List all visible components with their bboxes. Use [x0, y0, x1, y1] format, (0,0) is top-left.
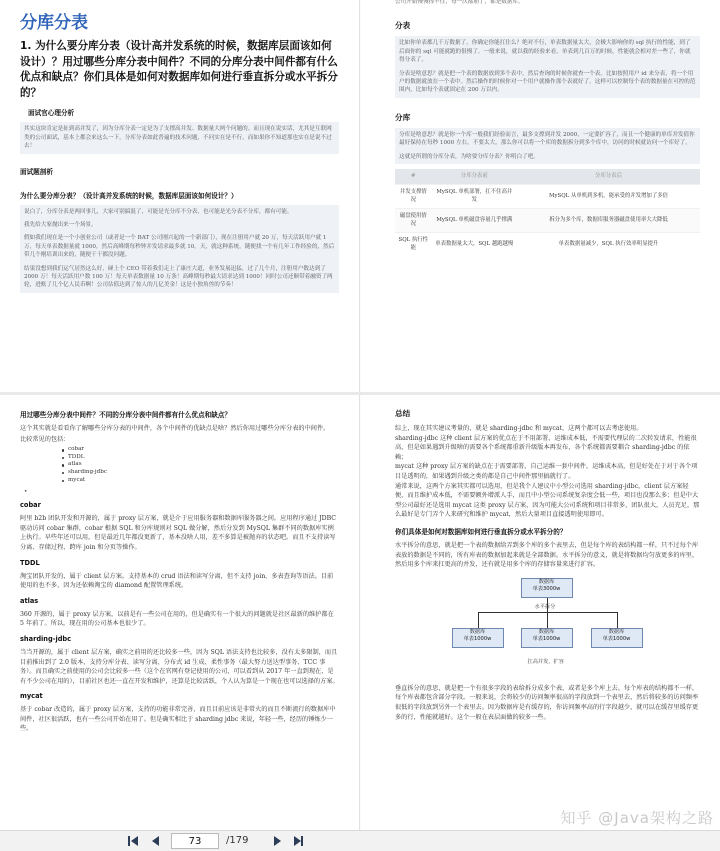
document-title: 分库分表 [20, 13, 88, 33]
table-row [395, 209, 700, 233]
first-page-button[interactable] [128, 834, 142, 848]
section-heading-analysis: 面试题剖析 [20, 167, 53, 176]
question-heading: 1. 为什么要分库分表（设计高并发系统的时候，数据库层面该如何设计）？用过哪些分库分表中间件？不同的分库分表中间件都有什么优点和缺点？你们具体是如何对数据库如何进行垂直拆分或水平拆分的？ [20, 40, 338, 99]
paragraph: 垂直拆分的意思，就是把一个有很多字段的表给拆分成多个表，或者是多个库上去。每个库表的结构都不一样，每个库表都包含部分字段。一般来说，会将较少的访问频率很高的字段放到一个表里去，然后将较多的访问频率很低的字段放到另外一个表里去。因为数据库是有缓存的，你访问频率高的行字段越少，就可以在缓存里缓存更多的行，性能就越好。这个一般在表层面做的较多一些。 [395, 684, 699, 721]
paragraph: 比较常见的包括： [20, 435, 70, 443]
paragraph: 分库是啥意思？就是你一个库一般我们经验而言，最多支撑到并发 2000，一定要扩容了，而且一个健康的单库并发值你最好保持在每秒 1000 左右，不要太大。那么你可以将一个库的数据拆分到多个库中，访问的时候就访问一个库好了。 [399, 131, 695, 147]
diagram-caption: 扛高并发、扩容 [527, 658, 564, 665]
last-page-icon [301, 836, 303, 846]
why-paragraphs [20, 205, 339, 293]
paragraph: 通常来说，这两个方案其实都可以选用，但是我个人建议中小型公司选用 sharding-jdbc，client 层方案轻便，而且维护成本低，不需要额外增派人手，而且中小型公司系统复杂度会低一些，项目也没那么多；但是中大型公司最好还是选用 mycat 这类 proxy 层方案，因为可能大公司系统和项目非常多，团队很大，人员充足，那么最好是专门弄个人来研究和维护 mycat，然后大量项目直接透明使用即可。 [395, 482, 700, 519]
watermark: 知乎 @Java架构之路 [560, 809, 714, 827]
table-cell: 单表数据量太大，SQL 越跑越慢 [432, 233, 517, 256]
horizontal-split-diagram [448, 576, 648, 678]
table-row [395, 185, 700, 209]
paragraph: 阿里 b2b 团队开发和开源的，属于 proxy 层方案，就是介于应用服务器和数据库服务器之间。应用程序通过 JDBC 驱动访问 cobar 集群，cobar 根据 SQL 和分库规则对 SQL 做分解，然后分发到 MySQL 集群不同的数据库实例上执行。早些年还可以用，但是最近几年都没更新了，基本没啥人用，差不多算是被抛弃的状态吧。而且不支持读写分离、存储过程、跨库 join 和分页等操作。 [20, 515, 337, 551]
middleware-list [62, 446, 339, 484]
total-pages-label: /179 [226, 835, 249, 846]
subheading-middleware: 用过哪些分库分表中间件？不同的分库分表中间件都有什么优点和缺点？ [20, 411, 231, 419]
paragraph: 水平拆分的意思，就是把一个表的数据给弄到多个库的多个表里去，但是每个库的表结构都一样，只不过每个库表放的数据是不同的，所有库表的数据加起来就是全部数据。水平拆分的意义，就是将数据均匀放更多的库里，然后用多个库来扛更高的并发，还有就是用多个库的存储容量来进行扩容。 [395, 541, 699, 569]
paragraph: 比如你单表都几千万数据了，你确定你能扛住么？绝对不行，单表数据量太大，会极大影响你的 sql 执行的性能，到了后面你的 sql 可能就跑的很慢了。一般来说，就以我的经验来看，单表到几百万的时候，性能就会相对差一些了，你就得分表了。 [399, 40, 691, 64]
section-heading-psych: 面试官心理分析 [28, 109, 75, 118]
page-top-right [361, 0, 720, 392]
paragraph: 当当开源的，属于 client 层方案，确实之前用的还比较多一些，因为 SQL 语法支持也比较多，没有太多限制，而且目前推出到了 2.0 版本，支持分库分表、读写分离、分布式 id 生成、柔性事务（最大努力送达型事务、TCC 事务）。而且确实之前使用的公司会比较多一些（这个在官网有登记使用的公司，可以看到从 2017 年一直到现在，是有不少公司在用的），目前社区也还一直在开发和维护，还算是比较活跃，个人认为算是一个现在也可以选择的方案。 [20, 648, 339, 685]
table-header: # [395, 169, 432, 185]
paragraph: 这就是所谓的分库分表，为啥要分库分表？你明白了吧。 [399, 153, 539, 160]
subheading-why: 为什么要分库分表？（设计高并发系统的时候，数据库层面该如何设计？） [20, 191, 238, 200]
paragraph: 综上，现在其实建议考量的，就是 sharding-jdbc 和 mycat，这两个都可以去考虑使用。 [395, 425, 643, 432]
previous-page-icon [152, 836, 159, 846]
shard-db-node: 数据库 单表1000w [452, 628, 504, 648]
table-cell: 磁盘使用情况 [395, 209, 432, 233]
bullet-dot: • [24, 489, 28, 496]
paragraph: 假如我们现在是一个小创业公司（或者是一个 BAT 公司刚兴起的一个新部门），现在注册用户就 20 万，每天活跃用户就 1 万，每天单表数据量就 1000，然后高峰期每秒钟并发请求最多就 10。天，就这种系统，随便找一个有几年工作经验的，然后带几个刚培训出来的，随便干干都没问题。 [24, 235, 335, 259]
heading-atlas: atlas [20, 596, 39, 605]
table-header: 分库分表后 [517, 169, 700, 185]
source-db-node: 数据库 单表3000w [521, 578, 573, 598]
paragraph: 基于 cobar 改造的，属于 proxy 层方案，支持的功能非常完善，而且目前应该是非常火的而且不断流行的数据库中间件，社区很活跃，也有一些公司开始在用了。但是确实相比于 sharding jdbc 来说，年轻一些，经历的锤炼少一些。 [20, 706, 336, 733]
paragraph: 说白了，分库分表是两回事儿，大家可别搞混了，可能是光分库不分表，也可能是光分表不分库，都有可能。 [24, 208, 293, 215]
page-top-left [0, 0, 360, 392]
paragraph: 360 开源的，属于 proxy 层方案，以前是有一些公司在用的，但是确实有一个很大的问题就是社区最新的维护都在 5 年前了。所以，现在用的公司基本也很少了。 [20, 610, 334, 628]
heading-summary: 总结 [395, 409, 411, 418]
heading-mycat: mycat [20, 692, 43, 701]
page-bottom-right [361, 395, 720, 830]
paragraph: 结果没想到我们运气居然这么好，碰上个 CEO 带着我们走上了康庄大道，业务发展迅猛，过了几个月，注册用户数达到了 2000 万！每天活跃用户数 100 万！每天单表数据量 10 万条！高峰期每秒最大请求达到 1000！同时公司还顺带着融资了两轮，进账了几个亿人民币啊！公司估值达到了惊人的几亿美金！这是小独角兽的节奏！ [24, 265, 333, 289]
list-item: cobar [62, 446, 339, 454]
comparison-table [395, 169, 700, 256]
table-row [395, 233, 700, 256]
paragraph: 分表是啥意思？就是把一个表的数据放到多个表中，然后查询的时候你就查一个表。比如按照用户 id 来分表，将一个用户的数据就放在一个表中。然后操作的时候你对一个用户就操作那个表就好了。这样可以控制每个表的数据量在可控的范围内，比如每个表就固定在 200 万以内。 [399, 70, 696, 94]
section-heading-db-split: 分库 [395, 112, 411, 122]
psych-paragraph: 其实这块肯定是扯到高并发了，因为分库分表一定是为了支撑高并发、数据量大两个问题的。而且现在说实话，尤其是互联网类的公司面试，基本上都会来这么一下，分库分表如此普遍的技术问题，不问实在是不行，而如果你不知道那也实在是说不过去！ [20, 122, 339, 153]
table-cell: 并发支撑情况 [395, 185, 432, 209]
previous-page-button[interactable] [150, 834, 164, 848]
paragraph: 淘宝团队开发的，属于 client 层方案。支持基本的 crud 语法和读写分离，但不支持 join、多表查询等语法。目前使用的也不多，因为还依赖淘宝的 diamond 配置管理系统。 [20, 572, 334, 590]
list-item: atlas [62, 461, 339, 469]
paragraph: mycat 这种 proxy 层方案的缺点在于需要部署，自己运维一套中间件，运维成本高，但是好处在于对于各个项目是透明的，如果遇到升级之类的都是自己中间件那里搞就行了。 [395, 463, 698, 480]
connector [478, 612, 618, 613]
next-page-icon [274, 836, 281, 846]
split-label: 水平拆分 [534, 603, 556, 610]
table-cell: SQL 执行性能 [395, 233, 432, 256]
list-item: TDDL [62, 454, 339, 462]
db-split-paragraphs [395, 128, 700, 164]
paragraph: 我先给大家抛出来一个场景。 [24, 222, 97, 228]
heading-sharding-jdbc: sharding-jdbc [20, 634, 72, 643]
first-page-icon [128, 836, 130, 846]
table-cell: MySQL 单机部署，扛不住高并发 [432, 185, 517, 209]
last-page-button[interactable] [292, 834, 306, 848]
page-bottom-left [0, 395, 360, 830]
table-cell: MySQL 单机磁盘容量几乎撑满 [432, 209, 517, 233]
section-heading-table-split: 分表 [395, 21, 411, 31]
table-header: 分库分表前 [432, 169, 517, 185]
next-page-button[interactable] [271, 834, 285, 848]
list-item: mycat [62, 477, 339, 485]
heading-cobar: cobar [20, 501, 41, 510]
connector [547, 612, 548, 628]
last-page-icon [294, 836, 301, 846]
connector [617, 612, 618, 628]
paragraph: 这个其实就是看看你了解哪些分库分表的中间件，各个中间件的优缺点是啥？然后你用过哪些分库分表的中间件。 [20, 425, 330, 432]
heading-split-question: 你们具体是如何对数据库如何进行垂直拆分或水平拆分的？ [395, 527, 567, 536]
shard-db-node: 数据库 单表1000w [591, 628, 643, 648]
heading-tddl: TDDL [20, 558, 40, 567]
table-split-paragraphs [395, 36, 700, 97]
page-number-input[interactable] [171, 833, 219, 849]
intro-line: 公司开始慢慢撑不住，每一次都崩了，都是数据库。 [395, 0, 524, 5]
connector [478, 612, 479, 628]
table-cell: MySQL 从单机到多机，能承受的并发增加了多倍 [517, 185, 700, 209]
page-navigation-toolbar [0, 830, 720, 851]
table-cell: 单表数据量减少，SQL 执行效率明显提升 [517, 233, 700, 256]
paragraph: sharding-jdbc 这种 client 层方案的优点在于不用部署，运维成本低，不需要代理层的二次转发请求，性能很高，但是如果遇到升级啥的需要各个系统都重新升级版本再发布，各个系统都需要耦合 sharding-jdbc 的依赖； [395, 434, 697, 461]
shard-db-node: 数据库 单表1000w [521, 628, 573, 648]
table-cell: 拆分为多个库，数据库服务器磁盘使用率大大降低 [517, 209, 700, 233]
list-item: sharding-jdbc [62, 469, 339, 477]
first-page-icon [131, 836, 138, 846]
